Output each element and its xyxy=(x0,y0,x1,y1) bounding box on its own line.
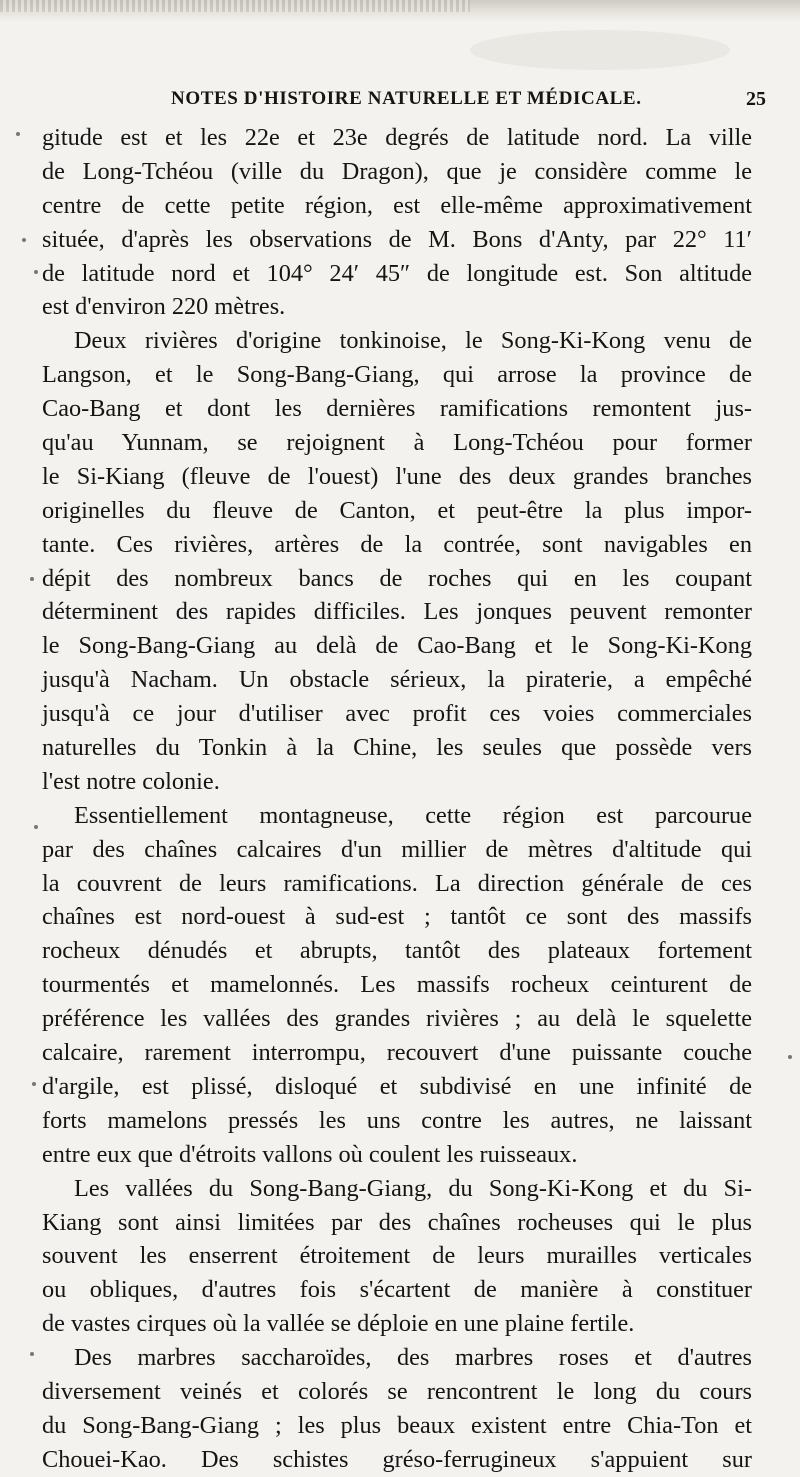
text-line: le Si-Kiang (fleuve de l'ouest) l'une des deux grandes branches xyxy=(42,462,752,490)
margin-dot xyxy=(34,825,38,829)
text-line: la couvrent de leurs ramifications. La direction générale de ces xyxy=(42,869,752,897)
scan-top-edge xyxy=(0,0,800,22)
margin-dot xyxy=(30,1352,34,1356)
text-line: Langson, et le Song-Bang-Giang, qui arrose la province de xyxy=(42,361,752,389)
margin-dot xyxy=(22,238,26,242)
running-head: NOTES D'HISTOIRE NATURELLE ET MÉDICALE. xyxy=(171,88,642,109)
text-line: Cao-Bang et dont les dernières ramifications remontent jus- xyxy=(42,395,752,423)
paragraph-start-line: Des marbres saccharoïdes, des marbres roses et d'autres xyxy=(74,1344,752,1372)
margin-dot xyxy=(34,270,38,274)
text-line: située, d'après les observations de M. Bons d'Anty, par 22° 11′ xyxy=(42,225,752,253)
text-line: de vastes cirques où la vallée se déploie en une plaine fertile. xyxy=(42,1310,635,1338)
text-line: de Long-Tchéou (ville du Dragon), que je considère comme le xyxy=(42,157,752,185)
text-line: par des chaînes calcaires d'un millier de mètres d'altitude qui xyxy=(42,835,752,863)
paragraph-start-line: Essentiellement montagneuse, cette région est parcourue xyxy=(74,801,752,829)
text-line: qu'au Yunnam, se rejoignent à Long-Tchéou pour former xyxy=(42,429,752,457)
text-line: est d'environ 220 mètres. xyxy=(42,293,286,321)
margin-dot xyxy=(30,577,34,581)
text-line: d'argile, est plissé, disloqué et subdivisé en une infinité de xyxy=(42,1072,752,1100)
text-line: Kiang sont ainsi limitées par des chaînes rocheuses qui le plus xyxy=(42,1208,752,1236)
body-text xyxy=(42,121,752,1477)
text-line: de latitude nord et 104° 24′ 45″ de longitude est. Son altitude xyxy=(42,259,752,287)
text-line: chaînes est nord-ouest à sud-est ; tantôt ce sont des massifs xyxy=(42,903,752,931)
text-line: diversement veinés et colorés se rencontrent le long du cours xyxy=(42,1377,752,1405)
text-line: naturelles du Tonkin à la Chine, les seules que possède vers xyxy=(42,734,752,762)
text-line: préférence les vallées des grandes rivières ; au delà le squelette xyxy=(42,1005,752,1033)
paragraph-start-line: Deux rivières d'origine tonkinoise, le Song-Ki-Kong venu de xyxy=(74,327,752,355)
margin-dot xyxy=(788,1055,792,1059)
text-line: Chouei-Kao. Des schistes gréso-ferrugineux s'appuient sur xyxy=(42,1445,752,1473)
text-line: ou obliques, d'autres fois s'écartent de manière à constituer xyxy=(42,1276,752,1304)
margin-dot xyxy=(16,132,20,136)
text-line: le Song-Bang-Giang au delà de Cao-Bang et le Song-Ki-Kong xyxy=(42,632,752,660)
text-line: entre eux que d'étroits vallons où coulent les ruisseaux. xyxy=(42,1140,578,1168)
text-line: tourmentés et mamelonnés. Les massifs rocheux ceinturent de xyxy=(42,971,752,999)
page-header xyxy=(56,88,766,118)
text-line: calcaire, rarement interrompu, recouvert d'une puissante couche xyxy=(42,1039,752,1067)
text-line: originelles du fleuve de Canton, et peut-être la plus impor- xyxy=(42,496,752,524)
text-line: déterminent des rapides difficiles. Les jonques peuvent remonter xyxy=(42,598,752,626)
text-line: gitude est et les 22e et 23e degrés de latitude nord. La ville xyxy=(42,124,752,151)
margin-dot xyxy=(32,1082,36,1086)
text-line: tante. Ces rivières, artères de la contrée, sont navigables en xyxy=(42,530,752,558)
text-line: l'est notre colonie. xyxy=(42,767,220,795)
text-line: centre de cette petite région, est elle-même approximativement xyxy=(42,191,752,219)
text-line: souvent les enserrent étroitement de leurs murailles verticales xyxy=(42,1242,752,1270)
paragraph-start-line: Les vallées du Song-Bang-Giang, du Song-Ki-Kong et du Si- xyxy=(74,1174,752,1202)
page-smudge xyxy=(470,30,730,70)
text-line: jusqu'à Nacham. Un obstacle sérieux, la piraterie, a empêché xyxy=(42,666,752,694)
text-line: dépit des nombreux bancs de roches qui en les coupant xyxy=(42,564,752,592)
text-line: forts mamelons pressés les uns contre les autres, ne laissant xyxy=(42,1106,752,1134)
text-line: du Song-Bang-Giang ; les plus beaux existent entre Chia-Ton et xyxy=(42,1411,752,1439)
text-line: rocheux dénudés et abrupts, tantôt des plateaux fortement xyxy=(42,937,752,965)
text-line: jusqu'à ce jour d'utiliser avec profit ces voies commerciales xyxy=(42,700,752,728)
page-number: 25 xyxy=(746,88,766,110)
